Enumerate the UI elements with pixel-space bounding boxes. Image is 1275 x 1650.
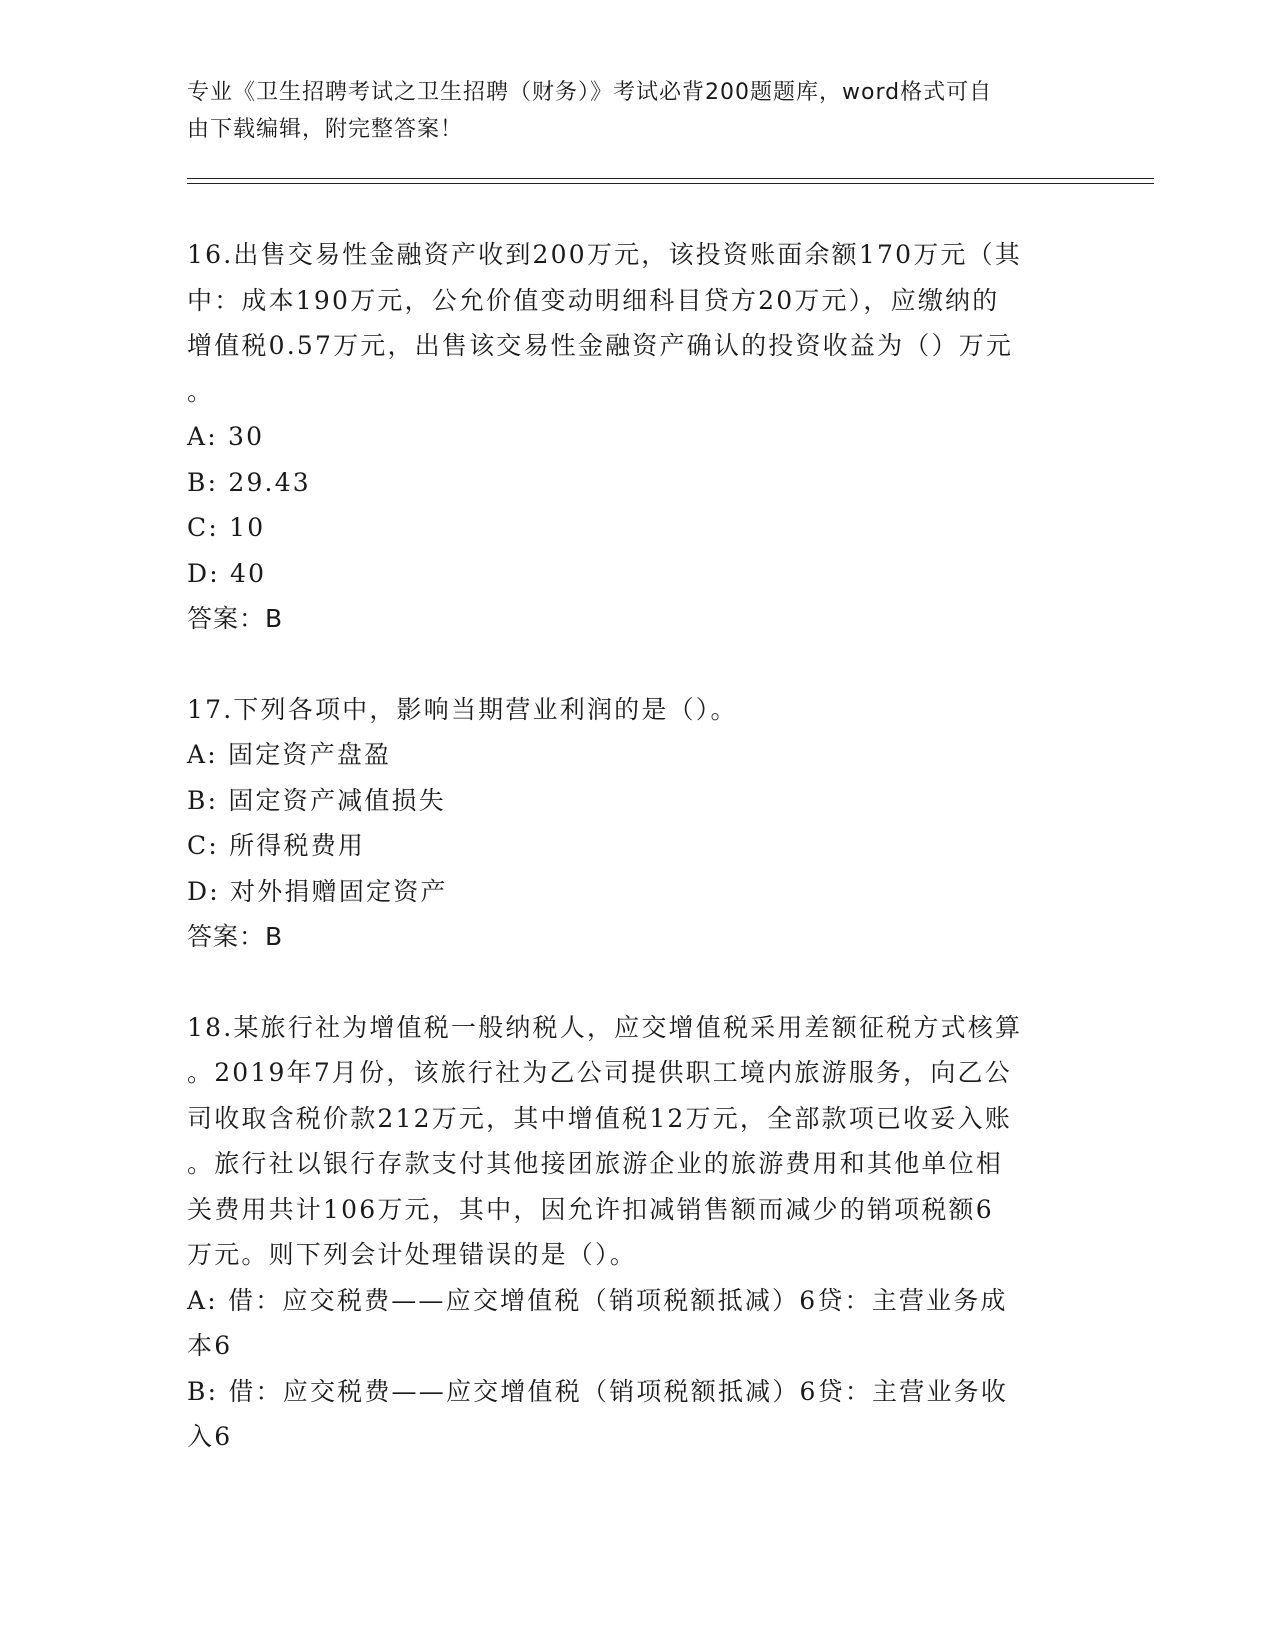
spacer	[187, 960, 1087, 1005]
header-divider-top	[187, 178, 1154, 179]
option-b: B: 固定资产减值损失	[187, 785, 446, 815]
question-text	[187, 232, 1087, 414]
option-c: C: 所得税费用	[187, 831, 366, 860]
question-18	[187, 1005, 1087, 1460]
option-a: A: 固定资产盘盈	[187, 740, 392, 769]
question-text-line: 司收取含税价款212万元，其中增值税12万元，全部款项已收妥入账	[187, 1103, 1012, 1133]
answer: 答案：B	[187, 604, 284, 633]
option-b-continued: 入6	[187, 1422, 233, 1451]
header-line-2: 由下载编辑，附完整答案！	[187, 117, 464, 142]
question-list	[187, 232, 1087, 1460]
spacer	[187, 642, 1087, 687]
question-text-line: 。2019年7月份，该旅行社为乙公司提供职工境内旅游服务，向乙公	[187, 1058, 1012, 1087]
question-text-line: 17.下列各项中，影响当期营业利润的是（）。	[187, 694, 738, 724]
question-text-line: 18.某旅行社为增值税一般纳税人，应交增值税采用差额征税方式核算	[187, 1012, 1023, 1042]
question-text	[187, 1005, 1087, 1278]
question-text-line: 16.出售交易性金融资产收到200万元，该投资账面余额170万元（其	[187, 240, 1022, 269]
option-b: B: 29.43	[187, 467, 311, 497]
option-b: B: 借：应交税费——应交增值税（销项税额抵减）6贷：主营业务收	[187, 1376, 1009, 1406]
option-d: D: 对外捐赠固定资产	[187, 876, 448, 906]
question-text-line: 增值税0.57万元，出售该交易性金融资产确认的投资收益为（）万元	[187, 331, 1014, 360]
document-header	[187, 74, 1067, 148]
option-a: A: 借：应交税费——应交增值税（销项税额抵减）6贷：主营业务成	[187, 1285, 1008, 1315]
header-divider-bottom	[187, 183, 1154, 184]
question-text-line: 。旅行社以银行存款支付其他接团旅游企业的旅游费用和其他单位相	[187, 1149, 1004, 1178]
option-a: A: 30	[187, 422, 265, 451]
answer: 答案：B	[187, 922, 284, 951]
question-text-line: 中：成本190万元，公允价值变动明细科目贷方20万元），应缴纳的	[187, 285, 1000, 315]
option-d: D: 40	[187, 558, 267, 588]
option-c: C: 10	[187, 513, 266, 542]
option-a-continued: 本6	[187, 1331, 233, 1360]
header-line-1: 专业《卫生招聘考试之卫生招聘（财务）》考试必背200题题库，word格式可自	[187, 80, 993, 105]
question-16	[187, 232, 1087, 642]
question-text	[187, 687, 1087, 733]
question-text-line: 。	[187, 376, 215, 406]
question-text-line: 万元。则下列会计处理错误的是（）。	[187, 1240, 637, 1269]
question-text-line: 关费用共计106万元，其中，因允许扣减销售额而减少的销项税额6	[187, 1194, 994, 1224]
question-17	[187, 687, 1087, 960]
